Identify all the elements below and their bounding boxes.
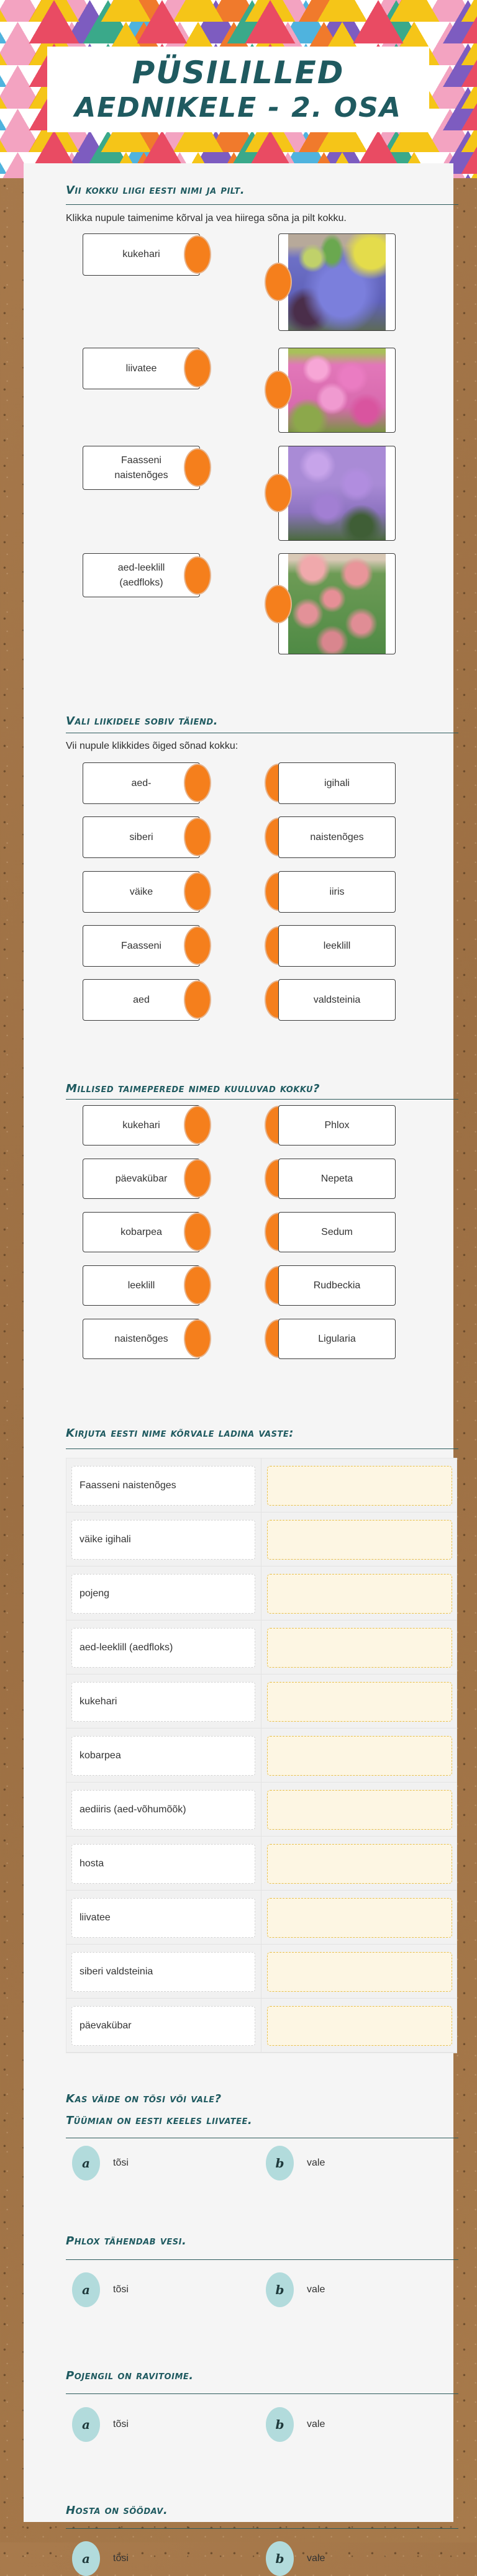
section2-instruction: Vii nupule klikkides õiged sõnad kokku: [66,741,238,751]
section2-heading: Vali liikidele sobiv täiend. [66,715,218,728]
page-title-line1: PÜSILILLED [132,55,345,91]
connector-handle[interactable] [184,1213,211,1251]
left-word-tile[interactable]: Faasseni [83,925,200,967]
table-row [66,1458,457,1512]
right-word-tile[interactable]: Ligularia [278,1319,396,1359]
option-b[interactable]: b vale [266,2541,325,2576]
nepeta-flowers-image [288,234,386,330]
match-word-tile[interactable]: kukehari [83,233,200,276]
option-a[interactable]: a tõsi [72,2407,129,2442]
section4-heading: Kirjuta eesti nime kõrvale ladina vaste: [66,1427,294,1440]
option-b[interactable]: b vale [266,2407,325,2442]
title-box [47,47,429,132]
right-word-tile[interactable]: leeklill [278,925,396,967]
option-letter-badge: a [72,2541,100,2576]
latin-answer-field[interactable] [267,1466,452,1506]
estonian-name-cell: aediiris (aed-võhumõõk) [71,1790,255,1830]
divider [66,1099,458,1100]
tf1-heading-line2: Tüümian on eesti keeles liivatee. [66,2114,253,2127]
right-word-tile[interactable]: Phlox [278,1105,396,1146]
estonian-name-cell: pojeng [71,1574,255,1614]
tf4-heading: Hosta on söödav. [66,2504,168,2517]
match-word-tile[interactable]: aed-leeklill (aedfloks) [83,553,200,597]
sedum-flowers-image [288,554,386,654]
option-a[interactable]: a tõsi [72,2146,129,2181]
option-letter-badge: b [266,2541,294,2576]
estonian-name-cell: päevakübar [71,2006,255,2046]
connector-handle[interactable] [184,1159,211,1198]
left-word-tile[interactable]: väike [83,871,200,913]
table-row [66,1945,457,1999]
right-word-tile[interactable]: naistenõges [278,816,396,858]
latin-answer-field[interactable] [267,1682,452,1722]
option-letter-badge: a [72,2146,100,2181]
connector-handle[interactable] [265,263,292,301]
connector-handle[interactable] [265,474,292,512]
match-image-tile[interactable] [278,233,396,331]
latin-answer-field[interactable] [267,1520,452,1560]
phlox-flowers-image [288,348,386,432]
table-row [66,1729,457,1783]
match-image-tile[interactable] [278,446,396,541]
table-row [66,1674,457,1729]
connector-handle[interactable] [184,448,211,487]
connector-handle[interactable] [184,764,211,802]
right-word-tile[interactable]: Nepeta [278,1159,396,1199]
estonian-name-cell: siberi valdsteinia [71,1952,255,1992]
connector-handle[interactable] [184,349,211,387]
estonian-name-cell: kobarpea [71,1736,255,1776]
option-letter-badge: a [72,2407,100,2442]
option-letter-badge: b [266,2146,294,2181]
right-word-tile[interactable]: igihali [278,762,396,804]
latin-answer-field[interactable] [267,1736,452,1776]
right-word-tile[interactable]: valdsteinia [278,979,396,1021]
left-word-tile[interactable]: aed [83,979,200,1021]
option-letter-badge: b [266,2272,294,2307]
left-word-tile[interactable]: siberi [83,816,200,858]
connector-handle[interactable] [184,818,211,856]
option-letter-badge: a [72,2272,100,2307]
estonian-name-cell: väike igihali [71,1520,255,1560]
estonian-name-cell: kukehari [71,1682,255,1722]
divider [66,2259,458,2260]
left-word-tile[interactable]: päevakübar [83,1159,200,1199]
option-b[interactable]: b vale [266,2272,325,2307]
right-word-tile[interactable]: Sedum [278,1212,396,1252]
option-letter-badge: b [266,2407,294,2442]
connector-handle[interactable] [184,1319,211,1358]
connector-handle[interactable] [184,235,211,274]
option-a[interactable]: a tõsi [72,2541,129,2576]
tf3-heading: Pojengil on ravitoime. [66,2369,194,2382]
right-word-tile[interactable]: Rudbeckia [278,1265,396,1306]
match-word-tile[interactable]: liivatee [83,348,200,389]
connector-handle[interactable] [184,926,211,965]
tf2-heading: Phlox tähendab vesi. [66,2235,187,2248]
left-word-tile[interactable]: kukehari [83,1105,200,1146]
latin-answer-field[interactable] [267,1952,452,1992]
connector-handle[interactable] [265,585,292,623]
table-row [66,1566,457,1620]
estonian-name-cell: aed-leeklill (aedfloks) [71,1628,255,1668]
worksheet-card [24,163,453,2566]
estonian-name-cell: Faasseni naistenõges [71,1466,255,1506]
latin-answer-field[interactable] [267,1574,452,1614]
section1-instruction: Klikka nupule taimenime kõrval ja vea hiirega sõna ja pilt kokku. [66,213,347,224]
option-b[interactable]: b vale [266,2146,325,2181]
section1-heading: Vii kokku liigi eesti nimi ja pilt. [66,184,245,197]
option-a[interactable]: a tõsi [72,2272,129,2307]
table-row [66,1837,457,1891]
latin-answer-field[interactable] [267,1844,452,1884]
table-row [66,1620,457,1674]
estonian-name-cell: liivatee [71,1898,255,1938]
match-image-tile[interactable] [278,553,396,654]
table-row [66,1783,457,1837]
connector-handle[interactable] [184,980,211,1019]
table-row [66,1999,457,2053]
section3-heading: Millised taimeperede nimed kuuluvad kokku? [66,1082,320,1095]
connector-handle[interactable] [265,371,292,409]
page-title-line2: AEDNIKELE - 2. OSA [75,92,402,124]
table-row [66,1512,457,1566]
right-word-tile[interactable]: iiris [278,871,396,913]
match-word-tile[interactable]: Faasseni naistenõges [83,446,200,490]
connector-handle[interactable] [184,1266,211,1304]
table-row [66,1891,457,1945]
connector-handle[interactable] [184,1106,211,1144]
divider [66,2393,458,2394]
divider [66,204,458,205]
translation-table [66,1458,457,2053]
divider [66,2528,458,2529]
match-image-tile[interactable] [278,348,396,433]
connector-handle[interactable] [184,872,211,911]
estonian-name-cell: hosta [71,1844,255,1884]
left-word-tile[interactable]: leeklill [83,1265,200,1306]
latin-answer-field[interactable] [267,2006,452,2046]
left-word-tile[interactable]: kobarpea [83,1212,200,1252]
thyme-flowers-image [288,446,386,540]
latin-answer-field[interactable] [267,1790,452,1830]
latin-answer-field[interactable] [267,1898,452,1938]
connector-handle[interactable] [184,556,211,595]
left-word-tile[interactable]: naistenõges [83,1319,200,1359]
left-word-tile[interactable]: aed- [83,762,200,804]
divider [66,1448,458,1449]
tf1-heading-line1: Kas väide on tõsi või vale? [66,2092,222,2105]
latin-answer-field[interactable] [267,1628,452,1668]
